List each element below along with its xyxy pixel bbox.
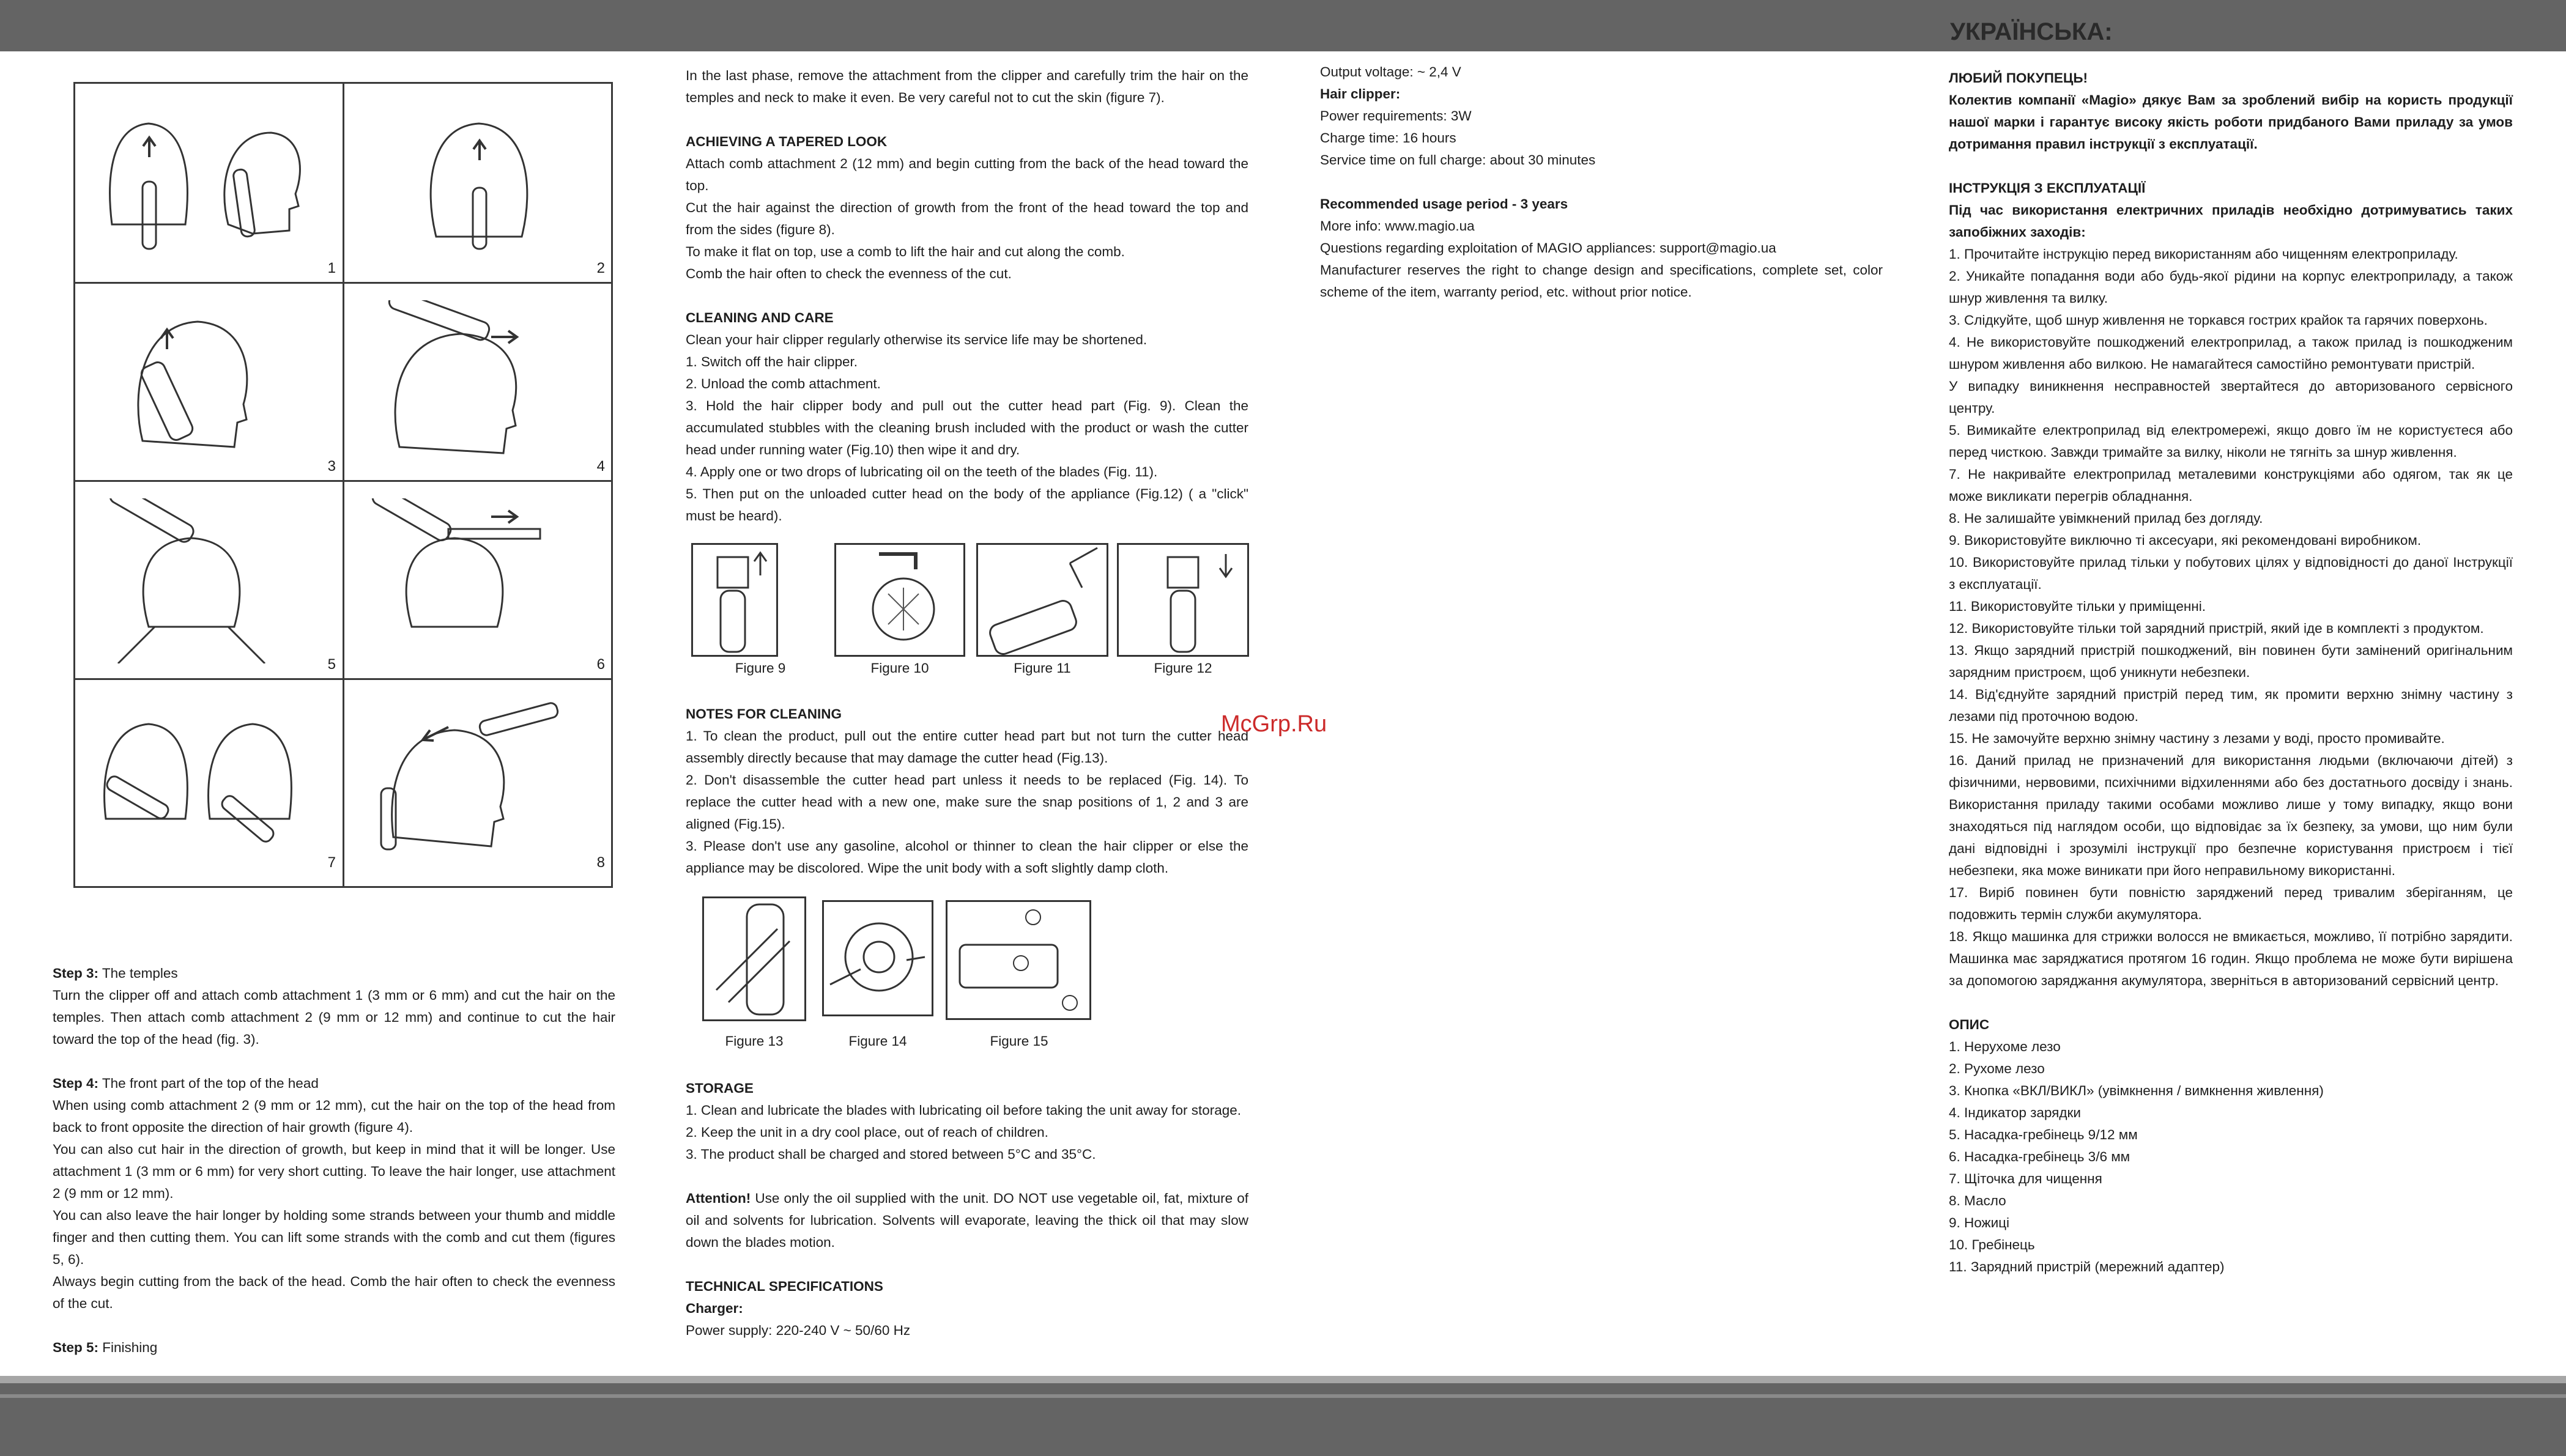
cleaning-step: 3. Hold the hair clipper body and pull out the cutter head part (Fig. 9). Clean the accumulated stubbles with the cleaning brush included with the product or wash the cutter head under running water (Fig.10) then wipe it and dry. <box>686 398 1248 457</box>
column-4-ukrainian <box>1949 67 2513 1278</box>
figure-number: 2 <box>596 260 605 276</box>
figure-1-cell <box>75 84 344 282</box>
head-side-clipper-icon <box>94 300 326 465</box>
attention-text: Use only the oil supplied with the unit. DO NOT use vegetable oil, fat, mixture of oil and solvents for lubrication. Solvents will evaporate, leaving the thick oil that may slow down the blades motion. <box>686 1191 1248 1250</box>
notes-item: 1. To clean the product, pull out the entire cutter head part but not turn the cutter head assembly directly because that may damage the cutter head (Fig.13). <box>686 728 1248 766</box>
step5-title: Finishing <box>98 1340 158 1355</box>
notes-item: 2. Don't disassemble the cutter head part unless it needs to be replaced (Fig. 14). To replace the cutter head with a new one, make sure the snap positions of 1, 2 and 3 are aligned (Fig.15). <box>686 772 1248 832</box>
manufacturer-notice: Manufacturer reserves the right to change design and specifications, complete set, color scheme of the item, warranty period, etc. without prior notice. <box>1320 262 1883 300</box>
figure-number: 4 <box>596 458 605 475</box>
usage-period: Recommended usage period - 3 years <box>1320 196 1568 212</box>
top-bar <box>0 0 2566 51</box>
ukrainian-heading: УКРАЇНСЬКА: <box>1950 18 2113 45</box>
cleaning-heading: CLEANING AND CARE <box>686 310 834 325</box>
description-item: 11. Зарядний пристрій (мережний адаптер) <box>1949 1259 2225 1274</box>
tapered-heading: ACHIEVING A TAPERED LOOK <box>686 134 888 149</box>
safety-rule: 10. Використовуйте прилад тільки у побутових цілях у відповідності до даної Інструкції з експлуатації. <box>1949 555 2513 592</box>
cleaning-step: 5. Then put on the unloaded cutter head on the body of the appliance (Fig.12) ( a "click" must be heard). <box>686 486 1248 523</box>
figure-15-image <box>946 900 1091 1020</box>
support-contact: Questions regarding exploitation of MAGIO appliances: support@magio.ua <box>1320 240 1776 256</box>
figure-11-caption: Figure 11 <box>1014 660 1071 676</box>
head-neck-trim-icon <box>94 697 326 862</box>
power-requirements: Power requirements: 3W <box>1320 108 1472 124</box>
charger-label: Charger: <box>686 1301 743 1316</box>
cleaning-text: Clean your hair clipper regularly otherwise its service life may be shortened. <box>686 332 1148 347</box>
tapered-text: Cut the hair against the direction of growth from the front of the head toward the top and from the sides (figure 8). <box>686 200 1248 237</box>
figure-number: 7 <box>327 854 336 871</box>
safety-rule: 9. Використовуйте виключно ті аксесуари, які рекомендовані виробником. <box>1949 533 2422 548</box>
description-item: 10. Гребінець <box>1949 1237 2035 1252</box>
description-item: 5. Насадка-гребінець 9/12 мм <box>1949 1127 2138 1142</box>
safety-rule: 16. Даний прилад не призначений для використання людьми (включаючи дітей) з фізичними, нервовими, психічними відхиленнями або без достатнього досвіду і знань. Використання приладу такими особами можливо лише у тому випадку, якщо вони знаходяться під наглядом особи, що відповідає за їх безпеку, за умови, що ним були дані відповідні і зрозумілі інструкції про безпечне користування пристроєм і тієї небезпеки, яка може виникати при його неправильному використанні. <box>1949 753 2513 878</box>
step4-title: The front part of the top of the head <box>98 1076 319 1091</box>
description-item: 4. Індикатор зарядки <box>1949 1105 2081 1120</box>
figure-8-cell <box>344 678 614 876</box>
figure-5-cell <box>75 480 344 678</box>
figure-9-image <box>691 543 778 657</box>
step3-text: Turn the clipper off and attach comb attachment 1 (3 mm or 6 mm) and cut the hair on the temples. Then attach comb attachment 2 (9 mm or 12 mm) and continue to cut the hair toward the top of the head (fig. 3). <box>53 988 615 1047</box>
figure-number: 6 <box>596 656 605 673</box>
description-item: 6. Насадка-гребінець 3/6 мм <box>1949 1149 2130 1164</box>
description-item: 7. Щіточка для чищення <box>1949 1171 2102 1186</box>
safety-rule: 5. Вимикайте електроприлад від електромережі, якщо довго їм не користуєтеся або перед чисткою. Завжди тримайте за вилку, ніколи не тягніть за шнур живлення. <box>1949 423 2513 460</box>
figure-6-cell <box>344 480 614 678</box>
safety-rule: 17. Виріб повинен бути повністю заряджений перед тривалим зберіганням, це подовжить термін служби акумулятора. <box>1949 885 2513 922</box>
column-2-top <box>686 65 1248 527</box>
safety-rule: У випадку виникнення несправностей звертайтеся до авторизованого сервісного центру. <box>1949 379 2513 416</box>
step4-paragraph: You can also leave the hair longer by holding some strands between your thumb and middle finger and then cutting them. You can lift some strands with the comb and cut them (figures 5, 6). <box>53 1208 615 1267</box>
storage-item: 2. Keep the unit in a dry cool place, out of reach of children. <box>686 1125 1048 1140</box>
description-item: 3. Кнопка «ВКЛ/ВИКЛ» (увімкнення / вимкнення живлення) <box>1949 1083 2324 1098</box>
haircut-figures-grid <box>73 82 613 888</box>
step4-paragraph: Always begin cutting from the back of the head. Comb the hair often to check the evenness of the cut. <box>53 1274 615 1311</box>
figure-number: 3 <box>327 458 336 475</box>
safety-rule: 2. Уникайте попадання води або будь-якої рідини на корпус електроприладу, а також шнур живлення та вилку. <box>1949 268 2513 306</box>
head-front-comb-icon <box>363 498 595 663</box>
safety-rules-list <box>1949 243 2513 992</box>
finishing-intro: In the last phase, remove the attachment from the clipper and carefully trim the hair on the temples and neck to make it even. Be very careful not to cut the skin (figure 7). <box>686 68 1248 105</box>
tapered-text: Comb the hair often to check the evenness of the cut. <box>686 266 1012 281</box>
dear-customer: ЛЮБИЙ ПОКУПЕЦЬ! <box>1949 70 2088 86</box>
figure-10-image <box>834 543 965 657</box>
description-list <box>1949 1036 2513 1278</box>
figure-7-cell <box>75 678 344 876</box>
figure-number: 5 <box>327 656 336 673</box>
safety-rule: 4. Не використовуйте пошкоджений електроприлад, а також прилад із пошкодженим шнуром живлення або вилкою. Не намагайтеся самостійно ремонтувати пристрій. <box>1949 334 2513 372</box>
cleaning-step: 4. Apply one or two drops of lubricating oil on the teeth of the blades (Fig. 11). <box>686 464 1158 479</box>
figure-9-caption: Figure 9 <box>735 660 786 676</box>
storage-item: 3. The product shall be charged and stored between 5°C and 35°C. <box>686 1147 1096 1162</box>
attention-label: Attention! <box>686 1191 751 1206</box>
service-time: Service time on full charge: about 30 minutes <box>1320 152 1596 168</box>
head-front-comb-icon <box>94 498 326 663</box>
safety-rule: 15. Не замочуйте верхню знімну частину з лезами у воді, просто промивайте. <box>1949 731 2445 746</box>
instructions-intro: Під час використання електричних приладів необхідно дотримуватись таких запобіжних заходів: <box>1949 202 2513 240</box>
figure-11-image <box>976 543 1108 657</box>
figure-2-cell <box>344 84 614 282</box>
safety-rule: 13. Якщо зарядний пристрій пошкоджений, він повинен бути замінений оригінальним зарядним пристроєм, щоб уникнути небезпеки. <box>1949 643 2513 680</box>
safety-rule: 11. Використовуйте тільки у приміщенні. <box>1949 599 2206 614</box>
safety-rule: 7. Не накривайте електроприлад металевими конструкціями або одягом, так як це може викликати перегрів обладнання. <box>1949 467 2513 504</box>
figure-14-caption: Figure 14 <box>848 1033 907 1049</box>
charge-time: Charge time: 16 hours <box>1320 130 1456 146</box>
instructions-heading: ІНСТРУКЦІЯ З ЕКСПЛУАТАЦІЇ <box>1949 180 2146 196</box>
safety-rule: 14. Від'єднуйте зарядний пристрій перед тим, як промити верхню знімну частину з лезами під проточною водою. <box>1949 687 2513 724</box>
figure-13-image <box>702 896 806 1021</box>
description-item: 8. Масло <box>1949 1193 2006 1208</box>
head-back-clipper-icon <box>94 102 326 267</box>
thanks-text: Колектив компанії «Magio» дякує Вам за зроблений вибір на користь продукції нашої марки і гарантує високу якість роботи придбаного Вами приладу за умов дотримання правил інструкції з експлуатації. <box>1949 92 2513 152</box>
figure-4-cell <box>344 282 614 480</box>
figure-14-image <box>822 900 933 1016</box>
column-3 <box>1320 61 1883 303</box>
figure-3-cell <box>75 282 344 480</box>
cleaning-step: 2. Unload the comb attachment. <box>686 376 881 391</box>
bottom-bar <box>0 1376 2566 1456</box>
notes-heading: NOTES FOR CLEANING <box>686 706 842 722</box>
column-1 <box>53 963 615 1359</box>
column-2-notes <box>686 703 1248 879</box>
notes-item: 3. Please don't use any gasoline, alcohol or thinner to clean the hair clipper or else the appliance may be discolored. Wipe the unit body with a soft slightly damp cloth. <box>686 838 1248 876</box>
description-item: 9. Ножиці <box>1949 1215 2010 1230</box>
step3-title: The temples <box>98 966 178 981</box>
description-item: 1. Нерухоме лезо <box>1949 1039 2061 1054</box>
safety-rule: 8. Не залишайте увімкнений прилад без догляду. <box>1949 511 2263 526</box>
safety-rule: 1. Прочитайте інструкцію перед використанням або чищенням електроприладу. <box>1949 246 2458 262</box>
head-tapered-cut-icon <box>363 697 595 862</box>
step4-label: Step 4: <box>53 1076 99 1091</box>
step4-paragraph: When using comb attachment 2 (9 mm or 12 mm), cut the hair on the top of the head from back to front opposite the direction of hair growth (figure 4). <box>53 1098 615 1135</box>
storage-heading: STORAGE <box>686 1081 754 1096</box>
figure-number: 8 <box>596 854 605 871</box>
description-heading: ОПИС <box>1949 1017 1990 1032</box>
safety-rule: 3. Слідкуйте, щоб шнур живлення не торкався гострих крайок та гарячих поверхонь. <box>1949 312 2488 328</box>
figure-number: 1 <box>327 260 336 276</box>
head-back-clipper-icon <box>363 102 595 267</box>
step3-label: Step 3: <box>53 966 99 981</box>
figure-15-caption: Figure 15 <box>990 1033 1048 1049</box>
more-info: More info: www.magio.ua <box>1320 218 1475 234</box>
step5-label: Step 5: <box>53 1340 99 1355</box>
watermark: McGrp.Ru <box>1221 711 1327 737</box>
safety-rule: 18. Якщо машинка для стрижки волосся не вмикається, можливо, її потрібно зарядити. Машинка має заряджатися протягом 16 годин. Якщо проблема не може бути вирішена за допомогою заряджання акумулятора, зверніться в авторизований сервісний центр. <box>1949 929 2513 988</box>
figure-10-caption: Figure 10 <box>870 660 929 676</box>
storage-item: 1. Clean and lubricate the blades with lubricating oil before taking the unit away for storage. <box>686 1103 1242 1118</box>
safety-rule: 12. Використовуйте тільки той зарядний пристрій, який іде в комплекті з продуктом. <box>1949 621 2484 636</box>
column-2-bottom <box>686 1077 1248 1342</box>
description-item: 2. Рухоме лезо <box>1949 1061 2045 1076</box>
figure-13-caption: Figure 13 <box>725 1033 784 1049</box>
cleaning-step: 1. Switch off the hair clipper. <box>686 354 858 369</box>
head-side-clipper-top-icon <box>363 300 595 465</box>
figure-12-image <box>1117 543 1249 657</box>
power-supply: Power supply: 220-240 V ~ 50/60 Hz <box>686 1323 911 1338</box>
tech-specs-heading: TECHNICAL SPECIFICATIONS <box>686 1279 883 1294</box>
figure-12-caption: Figure 12 <box>1154 660 1212 676</box>
tapered-text: Attach comb attachment 2 (12 mm) and begin cutting from the back of the head toward the top. <box>686 156 1248 193</box>
clipper-label: Hair clipper: <box>1320 86 1401 102</box>
tapered-text: To make it flat on top, use a comb to lift the hair and cut along the comb. <box>686 244 1125 259</box>
step4-paragraph: You can also cut hair in the direction of growth, but keep in mind that it will be longer. Use attachment 1 (3 mm or 6 mm) for very short cutting. To leave the hair longer, use attachment 2 (9 mm or 12 mm). <box>53 1142 615 1201</box>
output-voltage: Output voltage: ~ 2,4 V <box>1320 64 1461 79</box>
